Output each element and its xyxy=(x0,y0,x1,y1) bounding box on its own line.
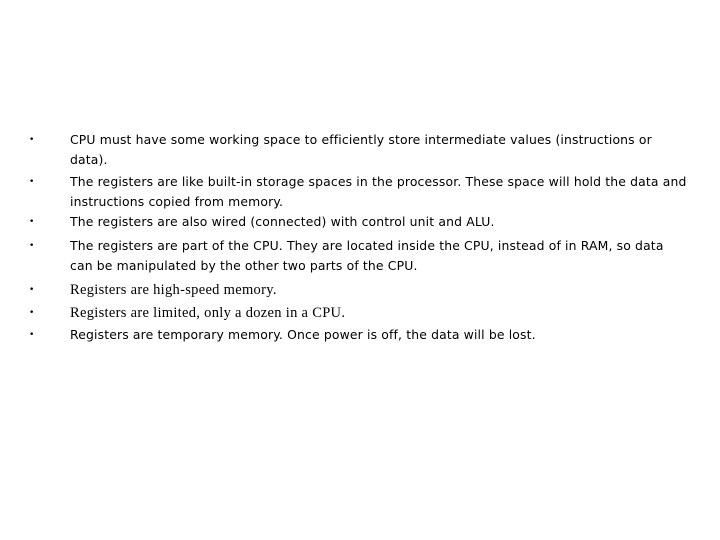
bullet-text: Registers are temporary memory. Once power is off, the data will be lost. xyxy=(70,327,536,342)
bullet-marker: • xyxy=(29,217,35,227)
bullet-marker: • xyxy=(29,177,35,187)
bullet-marker: • xyxy=(29,241,35,251)
bullet-marker: • xyxy=(29,285,35,295)
bullet-text: Registers are high-speed memory. xyxy=(70,282,277,298)
bullet-text: The registers are like built-in storage spaces in the processor. These space will hold the data and instructions copied from memory. xyxy=(70,174,687,209)
bullet-text: Registers are limited, only a dozen in a CPU. xyxy=(70,305,346,321)
bullet-marker: • xyxy=(29,308,35,318)
bullet-marker: • xyxy=(29,330,35,340)
bullet-text: The registers are part of the CPU. They are located inside the CPU, instead of in RAM, so data can be manipulated by the other two parts of the CPU. xyxy=(70,238,664,273)
bullet-text: The registers are also wired (connected) with control unit and ALU. xyxy=(70,214,495,229)
bullet-marker: • xyxy=(29,135,35,145)
bullet-text: CPU must have some working space to efficiently store intermediate values (instructions or data). xyxy=(70,132,652,167)
